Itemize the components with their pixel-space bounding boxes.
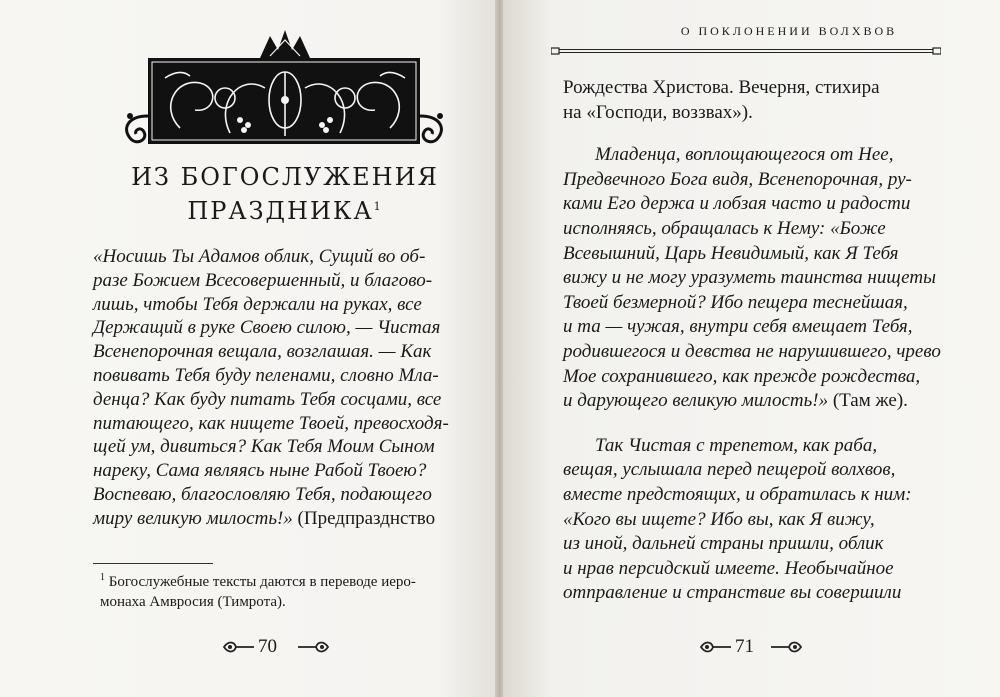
text-italic: миру великую милость!» — [93, 507, 293, 529]
text-line: Предвечного Бога видя, Всенепорочная, ру- — [563, 168, 912, 190]
footnote-line1 — [100, 568, 460, 592]
text-line: щей ум, дивиться? Как Тебя Моим Сыном — [93, 436, 435, 458]
footnote-line2: монаха Амвросия (Тимрота). — [100, 594, 286, 610]
folio-ornament-icon — [769, 640, 803, 654]
page-number-left: 70 — [258, 636, 277, 657]
text-upright: (Там же). — [828, 390, 908, 412]
footnote — [100, 568, 460, 612]
text-line-last — [563, 389, 983, 414]
paragraph-2 — [563, 434, 983, 606]
text-line: «Кого вы ищете? Ибо вы, как Я вижу, — [563, 508, 875, 530]
text-line: Воспеваю, благословляю Тебя, подающего — [93, 483, 432, 505]
text-line: вижу и не могу уразуметь таинства нищеты — [563, 267, 936, 289]
folio-ornament-icon — [296, 640, 330, 654]
text-line: исполняясь, обращалась к Нему: «Боже — [563, 217, 886, 239]
text-line-last — [93, 507, 465, 531]
text-line: Младенца, воплощающегося от Нее, — [595, 144, 894, 166]
text-line: лишь, чтобы Тебя держали на руках, все — [93, 293, 422, 315]
chapter-title-line2-text: ПРАЗДНИКА — [187, 197, 374, 225]
text-upright: (Предпразднство — [292, 507, 436, 529]
paragraph-1 — [563, 143, 983, 414]
chapter-title-line1: ИЗ БОГОСЛУЖЕНИЯ — [131, 163, 439, 191]
text-line: разе Божием Всесовершенный, и благово- — [93, 269, 433, 291]
left-page — [0, 0, 497, 697]
text-line: Всенепорочная вещала, возглашая. — Как — [93, 341, 432, 363]
text-line: повивать Тебя буду пеленами, словно Мла- — [93, 364, 439, 386]
folio-ornament-icon — [699, 640, 733, 654]
running-head: О ПОКЛОНЕНИИ ВОЛХВОВ — [680, 24, 898, 38]
chapter-title-line2 — [120, 192, 450, 226]
text-line: Твоей безмерной? Ибо пещера теснейшая, — [563, 291, 908, 313]
ornamental-headpiece-icon — [120, 28, 450, 148]
right-page — [503, 0, 1000, 697]
text-line: ками Его держа и лобзая часто и радости — [563, 193, 911, 215]
footnote-rule — [93, 563, 213, 564]
footnote-marker: 1 — [373, 200, 383, 213]
text-line: из иной, дальней страны пришли, облик — [563, 533, 884, 555]
text-line: нареку, Сама являясь ныне Рабой Твоею? — [93, 460, 427, 482]
text-line: Мое сохранившего, как прежде рождества, — [563, 365, 921, 387]
text-line: вещая, услышала перед пещерой волхвов, — [563, 459, 896, 481]
text-line: Рождества Христова. Вечерня, стихира — [563, 77, 880, 98]
text-italic: и дарующего великую милость!» — [563, 390, 829, 412]
chapter-title — [120, 162, 450, 226]
text-line: Всевышний, Царь Невидимый, как Я Тебя — [563, 242, 899, 264]
right-body-text — [563, 76, 983, 606]
text-line: и нрав персидский имеете. Необычайное — [563, 557, 894, 579]
folio-ornament-icon — [222, 640, 256, 654]
text-line: денца? Как буду питать Тебя сосцами, все — [93, 388, 442, 410]
decorative-rule-icon — [551, 46, 941, 56]
text-line: Так Чистая с трепетом, как раба, — [595, 434, 878, 456]
footnote-text-1: Богослужебные тексты даются в переводе иеро- — [105, 574, 416, 590]
text-line: родившегося и девства не нарушившего, чрево — [563, 340, 941, 362]
text-line: вместе предстоящих, и обратилась к ним: — [563, 483, 912, 505]
text-line: на «Господи, воззвах»). — [563, 101, 753, 123]
text-line: Держащий в руке Своею силою, — Чистая — [93, 317, 441, 339]
text-line: отправление и странствие вы совершили — [563, 582, 902, 604]
left-body-text — [93, 245, 465, 531]
text-line: «Носишь Ты Адамов облик, Сущий во об- — [93, 246, 426, 267]
text-line: и та — чужая, внутри себя вмещает Тебя, — [563, 316, 913, 338]
footnote-number: 1 — [100, 572, 105, 583]
text-line: питающего, как нищете Твоей, превосходя- — [93, 412, 449, 434]
page-number-right: 71 — [735, 636, 754, 657]
